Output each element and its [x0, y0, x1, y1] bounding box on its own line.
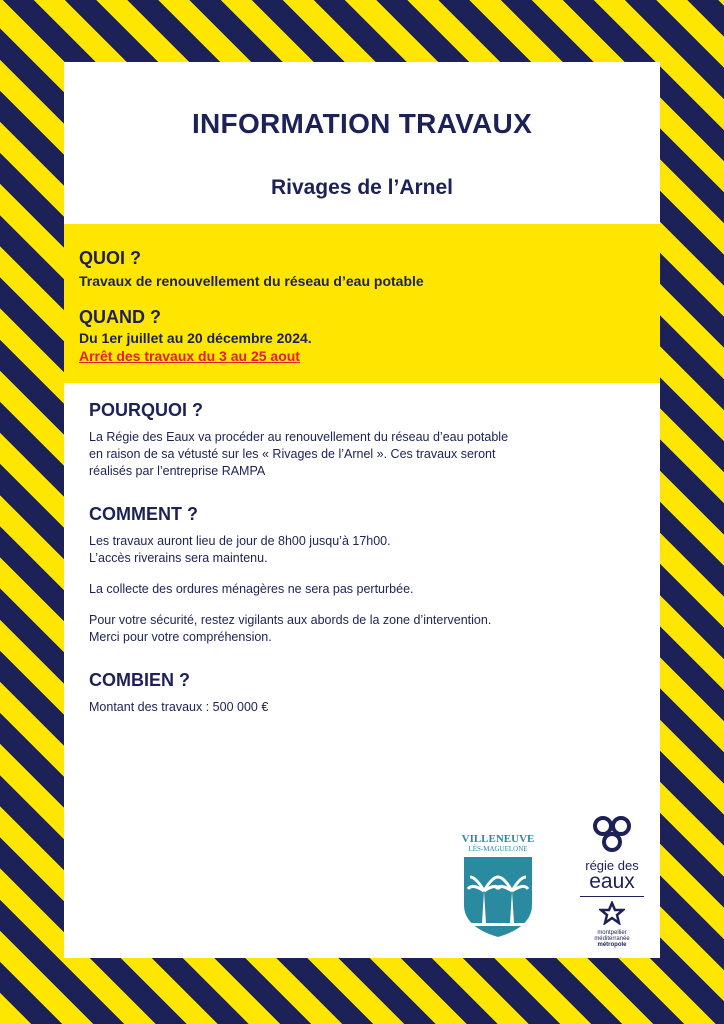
villeneuve-logo: VILLENEUVE LÈS-MAGUELONE: [458, 834, 538, 944]
comment-line: La collecte des ordures ménagères ne sera pas perturbée.: [89, 582, 414, 596]
page-subtitle: Rivages de l’Arnel: [270, 176, 454, 199]
page-title: INFORMATION TRAVAUX: [191, 108, 533, 139]
quand-text: Du 1er juillet au 20 décembre 2024.: [79, 330, 312, 346]
quoi-heading: QUOI ?: [79, 248, 141, 268]
quoi-text: Travaux de renouvellement du réseau d’eau potable: [79, 273, 424, 289]
comment-heading: COMMENT ?: [89, 504, 198, 524]
notice-sheet: [64, 62, 660, 958]
comment-line: L’accès riverains sera maintenu.: [89, 551, 268, 565]
pourquoi-heading: POURQUOI ?: [89, 400, 204, 420]
quand-alert: Arrêt des travaux du 3 au 25 aout: [79, 348, 300, 364]
drops-icon: [587, 814, 637, 854]
palm-shield-icon: [458, 853, 538, 939]
comment-line: Les travaux auront lieu de jour de 8h00 jusqu’à 17h00.: [89, 534, 391, 548]
combien-heading: COMBIEN ?: [89, 670, 190, 690]
comment-line: Pour votre sécurité, restez vigilants aux abords de la zone d’intervention.: [89, 613, 492, 627]
quand-heading: QUAND ?: [79, 307, 161, 327]
pourquoi-line: réalisés par l’entreprise RAMPA: [89, 464, 266, 478]
comment-line: Merci pour votre compréhension.: [89, 630, 272, 644]
regie-des-eaux-logo: régie des eaux montpellier méditerranée métropole: [574, 814, 650, 948]
pourquoi-line: en raison de sa vétusté sur les « Rivages de l’Arnel ». Ces travaux seront: [89, 447, 496, 461]
pourquoi-line: La Régie des Eaux va procéder au renouvellement du réseau d’eau potable: [89, 430, 509, 444]
metropole-star-icon: [599, 901, 625, 925]
combien-text: Montant des travaux : 500 000 €: [89, 700, 269, 714]
